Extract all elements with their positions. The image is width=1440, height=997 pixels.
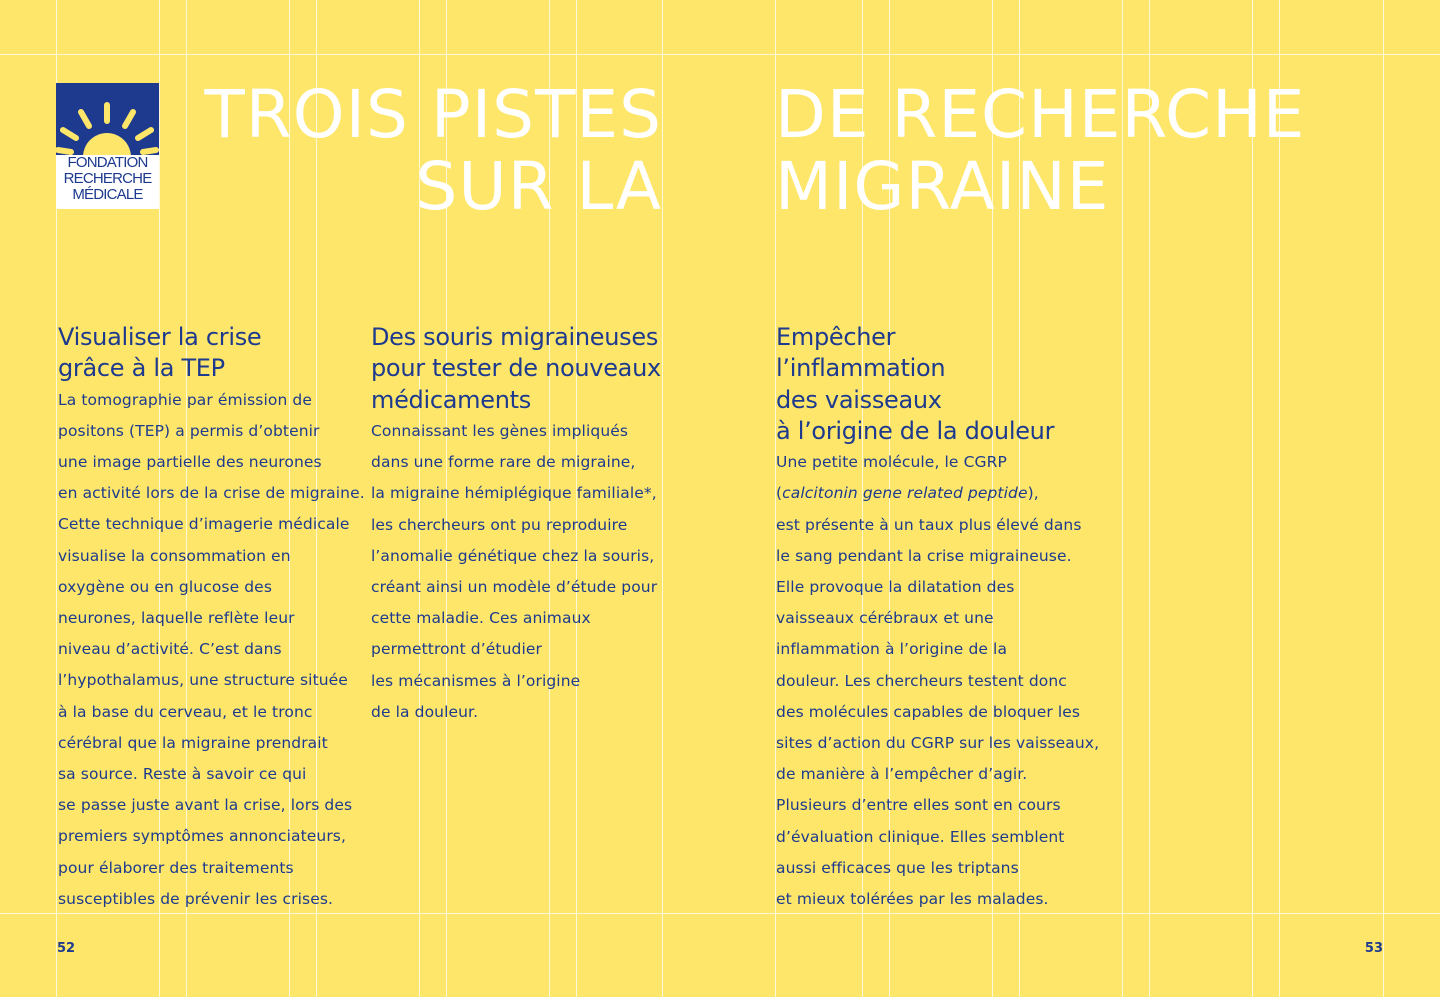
body-line: Elle provoque la dilatation des bbox=[776, 578, 1015, 596]
body-line: sites d’action du CGRP sur les vaisseaux, bbox=[776, 734, 1100, 753]
body-line: neurones, laquelle reflète leur bbox=[58, 609, 295, 628]
title-line: DE RECHERCHE bbox=[775, 76, 1306, 153]
article-heading bbox=[371, 322, 661, 416]
body-line: cérébral que la migraine prendrait bbox=[58, 733, 328, 752]
body-line: visualise la consommation en bbox=[58, 546, 291, 565]
body-line: et mieux tolérées par les malades. bbox=[776, 890, 1049, 909]
logo-line: RECHERCHE bbox=[63, 170, 152, 187]
grid-line bbox=[0, 54, 1440, 55]
page-title-left bbox=[204, 76, 662, 225]
article-heading bbox=[58, 322, 365, 385]
body-line: douleur. Les chercheurs testent donc bbox=[776, 671, 1067, 690]
body-line: d’évaluation clinique. Elles semblent bbox=[776, 827, 1065, 846]
body-line: inflammation à l’origine de la bbox=[776, 640, 1008, 659]
body-line: niveau d’activité. C’est dans bbox=[58, 640, 282, 659]
body-line: Cette technique d’imagerie médicale bbox=[58, 515, 350, 534]
grid-line bbox=[662, 0, 663, 997]
logo-line: MÉDICALE bbox=[72, 186, 143, 203]
heading-line: l’inflammation bbox=[776, 354, 946, 383]
body-line: se passe juste avant la crise, lors des bbox=[58, 796, 353, 815]
heading-line: grâce à la TEP bbox=[58, 354, 225, 383]
page-number-right: 53 bbox=[1364, 941, 1383, 956]
heading-line: médicaments bbox=[371, 385, 531, 414]
body-line: l’anomalie génétique chez la souris, bbox=[371, 546, 655, 565]
article-body bbox=[776, 447, 1099, 915]
article-heading bbox=[776, 322, 1099, 447]
body-line: en activité lors de la crise de migraine. bbox=[58, 484, 365, 503]
body-line: les mécanismes à l’origine bbox=[371, 671, 581, 690]
body-line: les chercheurs ont pu reproduire bbox=[371, 515, 628, 534]
foundation-logo bbox=[56, 83, 159, 209]
body-line: La tomographie par émission de bbox=[58, 390, 312, 409]
heading-line: pour tester de nouveaux bbox=[371, 354, 661, 383]
article-body bbox=[371, 416, 661, 728]
title-line: TROIS PISTES bbox=[204, 76, 662, 153]
grid-line bbox=[1383, 0, 1384, 997]
body-line: à la base du cerveau, et le tronc bbox=[58, 702, 313, 721]
body-line: Plusieurs d’entre elles sont en cours bbox=[776, 796, 1061, 815]
page-title-right bbox=[775, 76, 1306, 225]
body-line: est présente à un taux plus élevé dans bbox=[776, 515, 1082, 534]
heading-line: Des souris migraineuses bbox=[371, 323, 659, 351]
body-line: de manière à l’empêcher d’agir. bbox=[776, 765, 1028, 784]
body-line: la migraine hémiplégique familiale*, bbox=[371, 484, 657, 503]
page-number-left: 52 bbox=[57, 941, 76, 956]
title-line: MIGRAINE bbox=[775, 148, 1110, 225]
article-souris bbox=[371, 322, 661, 728]
paren-close: ), bbox=[1027, 484, 1039, 503]
logo-line: FONDATION bbox=[67, 154, 148, 171]
body-line: premiers symptômes annonciateurs, bbox=[58, 827, 346, 846]
body-line: une image partielle des neurones bbox=[58, 453, 322, 471]
heading-line: Empêcher bbox=[776, 323, 896, 351]
heading-line: Visualiser la crise bbox=[58, 323, 262, 351]
heading-line: des vaisseaux bbox=[776, 385, 942, 414]
body-line: cette maladie. Ces animaux bbox=[371, 609, 591, 628]
body-line: oxygène ou en glucose des bbox=[58, 577, 272, 596]
body-line: positons (TEP) a permis d’obtenir bbox=[58, 421, 320, 440]
body-line: l’hypothalamus, une structure située bbox=[58, 671, 348, 690]
body-line: Une petite molécule, le CGRP bbox=[776, 453, 1007, 472]
body-line: le sang pendant la crise migraineuse. bbox=[776, 546, 1072, 565]
body-line: susceptibles de prévenir les crises. bbox=[58, 889, 334, 908]
body-line: permettront d’étudier bbox=[371, 640, 542, 659]
paren-open: ( bbox=[776, 484, 783, 503]
body-line: vaisseaux cérébraux et une bbox=[776, 609, 994, 628]
article-inflammation bbox=[776, 322, 1099, 915]
body-line: dans une forme rare de migraine, bbox=[371, 453, 636, 472]
body-line: sa source. Reste à savoir ce qui bbox=[58, 765, 307, 784]
title-line: SUR LA bbox=[415, 148, 662, 225]
heading-line: à l’origine de la douleur bbox=[776, 416, 1055, 445]
body-line: aussi efficaces que les triptans bbox=[776, 858, 1019, 877]
article-tep bbox=[58, 322, 365, 915]
sun-icon bbox=[56, 83, 159, 155]
body-line: pour élaborer des traitements bbox=[58, 858, 294, 877]
body-line: de la douleur. bbox=[371, 702, 479, 721]
body-line: Connaissant les gènes impliqués bbox=[371, 421, 629, 440]
logo-wordmark bbox=[56, 155, 159, 203]
logo-emblem bbox=[56, 83, 159, 155]
body-line: créant ainsi un modèle d’étude pour bbox=[371, 577, 658, 596]
article-body bbox=[58, 385, 365, 915]
body-line: des molécules capables de bloquer les bbox=[776, 702, 1081, 721]
body-line-cgrp bbox=[776, 478, 1099, 509]
cgrp-expansion: calcitonin gene related peptide bbox=[782, 484, 1028, 503]
